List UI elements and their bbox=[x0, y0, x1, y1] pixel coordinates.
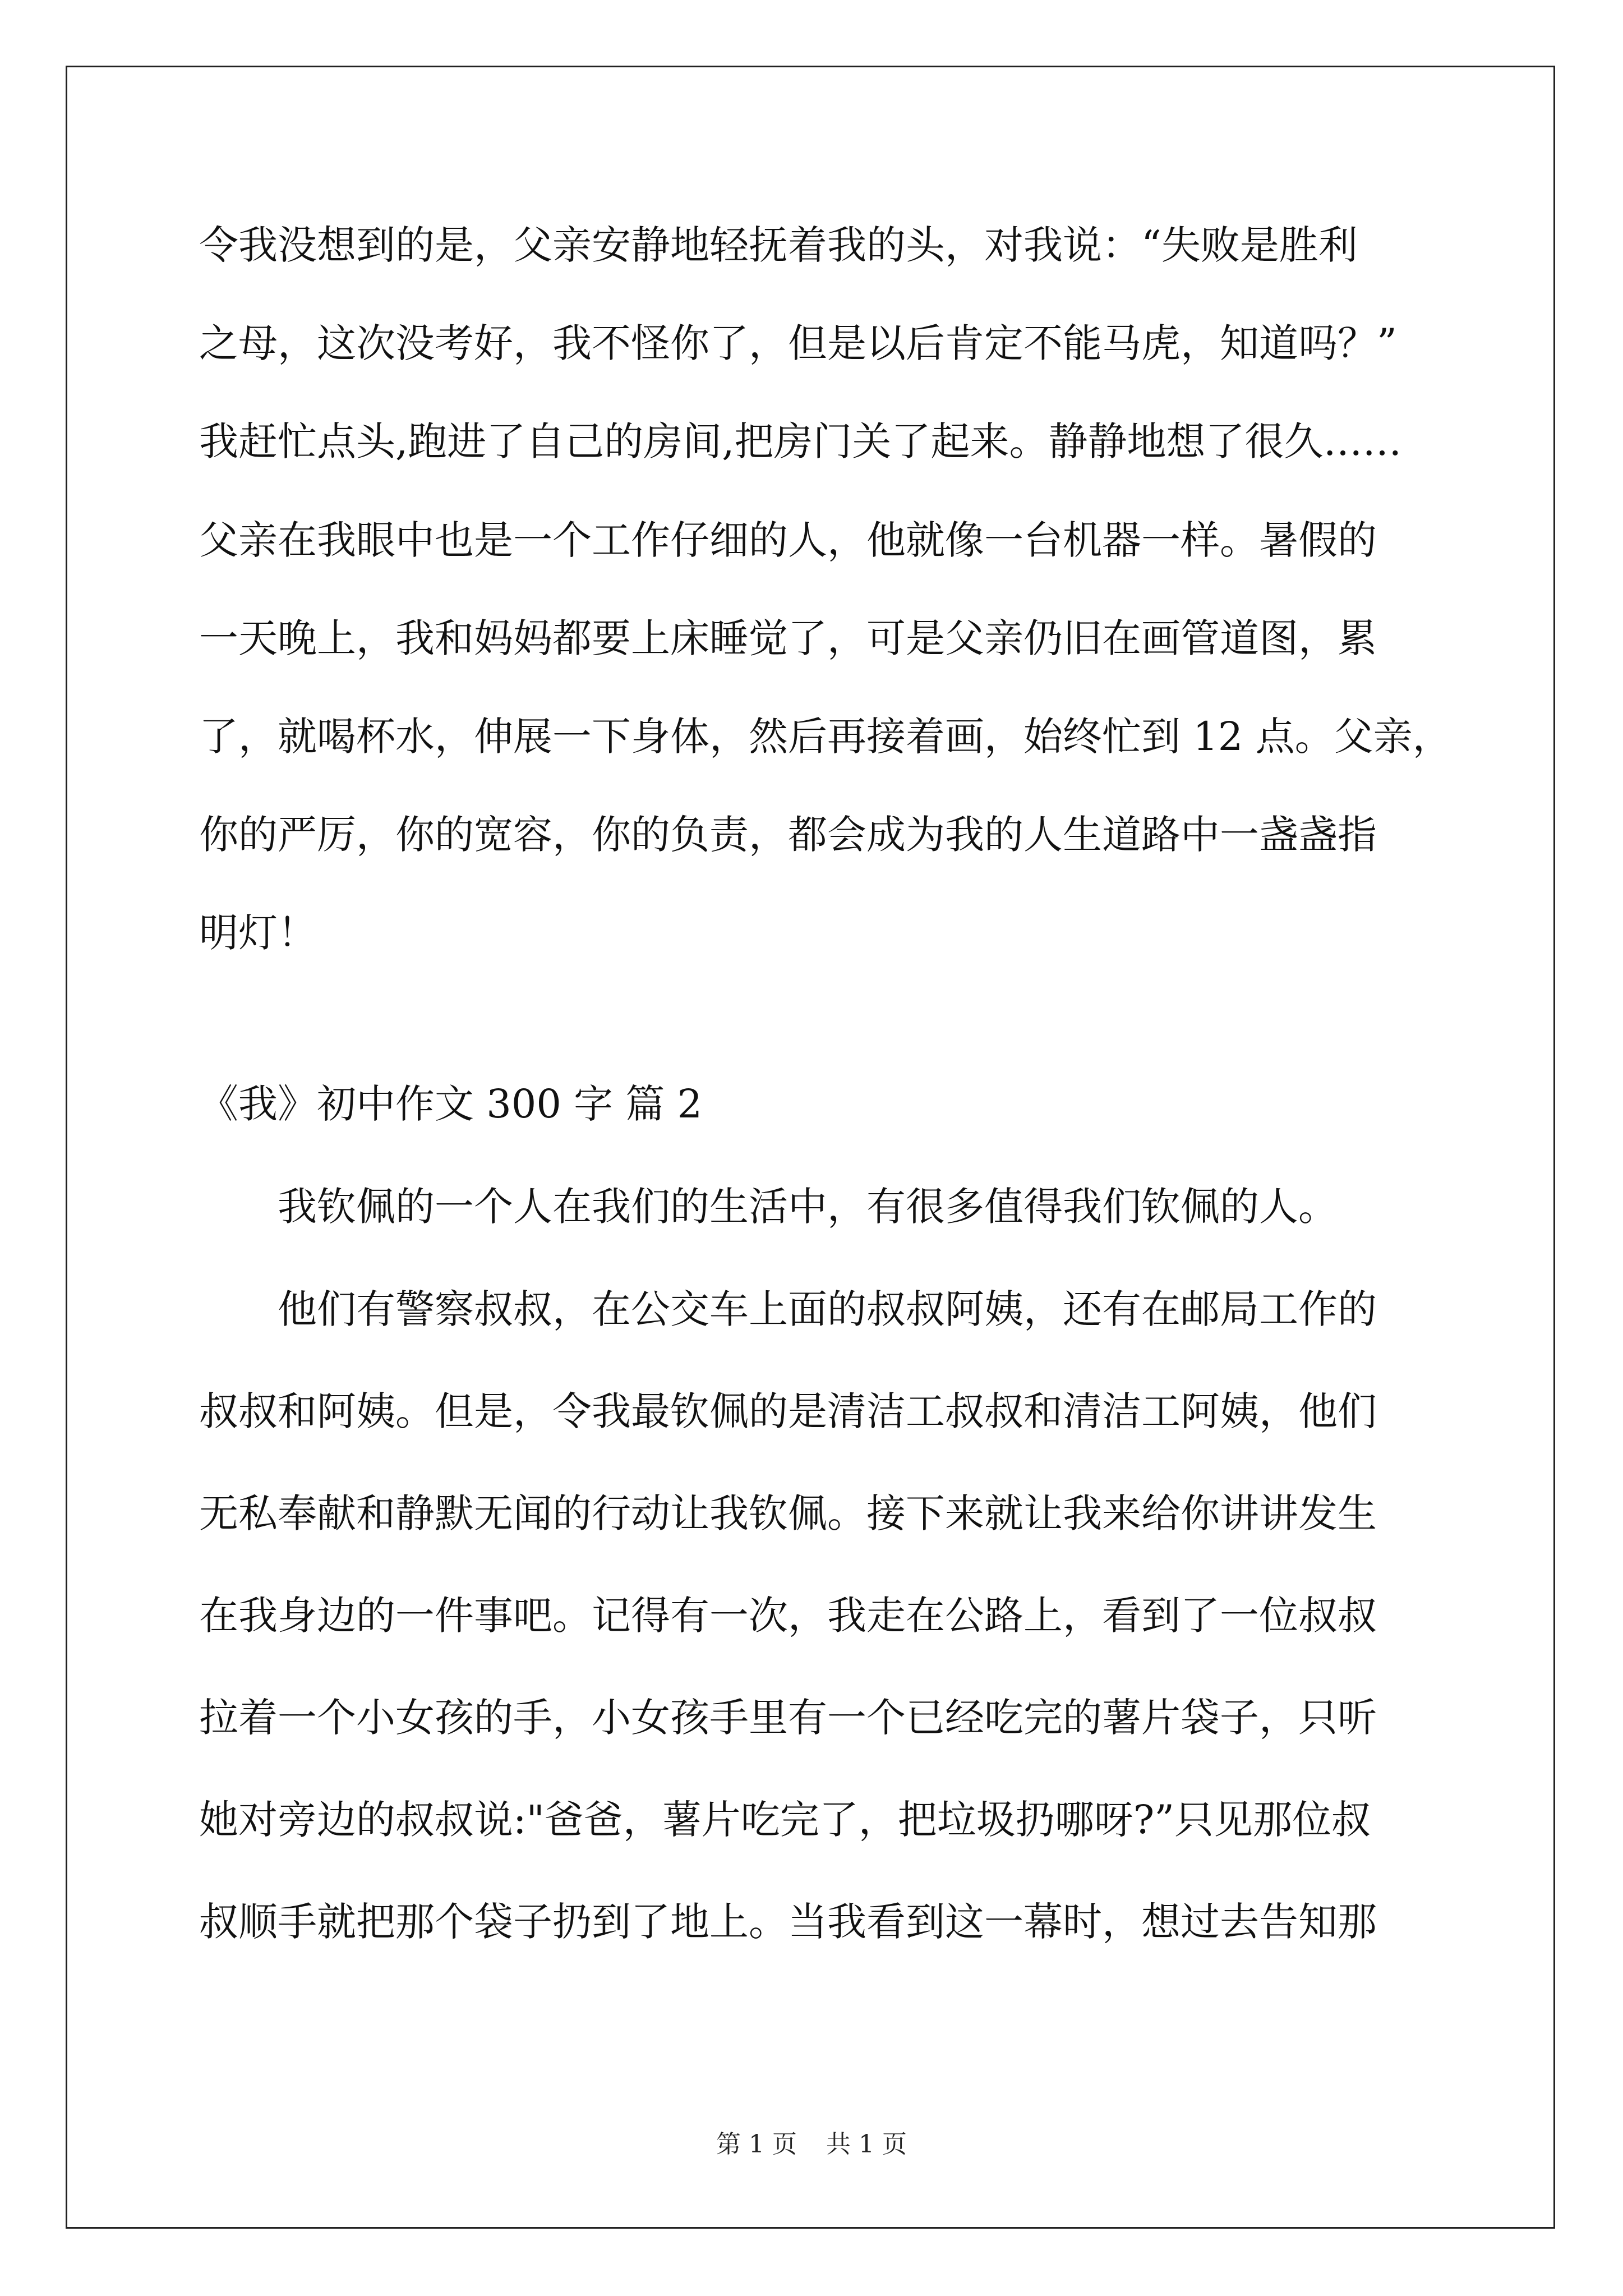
text-line: 拉着一个小女孩的手，小女孩手里有一个已经吃完的薯片袋子，只听 bbox=[199, 1695, 1377, 1741]
text-line: 明灯！ bbox=[199, 910, 317, 956]
text-line: 我赶忙点头,跑进了自己的房间,把房门关了起来。静静地想了很久…… bbox=[199, 418, 1402, 464]
text-line: 令我没想到的是，父亲安静地轻抚着我的头，对我说：“失败是胜利 bbox=[199, 222, 1358, 268]
text-line: 我钦佩的一个人在我们的生活中，有很多值得我们钦佩的人。 bbox=[278, 1184, 1338, 1230]
text-line: 她对旁边的叔叔说:"爸爸，薯片吃完了，把垃圾扔哪呀?”只见那位叔 bbox=[199, 1797, 1371, 1843]
section-title: 《我》初中作文 300 字 篇 2 bbox=[199, 1081, 703, 1127]
page-number: 第 1 页 bbox=[716, 2130, 797, 2159]
text-line: 你的严厉，你的宽容，你的负责，都会成为我的人生道路中一盏盏指 bbox=[199, 812, 1377, 858]
text-line: 他们有警察叔叔，在公交车上面的叔叔阿姨，还有在邮局工作的 bbox=[278, 1286, 1377, 1332]
text-line: 叔顺手就把那个袋子扔到了地上。当我看到这一幕时，想过去告知那 bbox=[199, 1899, 1377, 1945]
text-line: 了，就喝杯水，伸展一下身体，然后再接着画，始终忙到 12 点。父亲， bbox=[199, 714, 1452, 760]
text-line: 叔叔和阿姨。但是，令我最钦佩的是清洁工叔叔和清洁工阿姨，他们 bbox=[199, 1388, 1377, 1434]
text-line: 父亲在我眼中也是一个工作仔细的人，他就像一台机器一样。暑假的 bbox=[199, 517, 1377, 563]
page-total: 共 1 页 bbox=[826, 2130, 907, 2159]
text-line: 之母，这次没考好，我不怪你了，但是以后肯定不能马虎，知道吗？” bbox=[199, 320, 1397, 366]
text-line: 一天晚上，我和妈妈都要上床睡觉了，可是父亲仍旧在画管道图，累 bbox=[199, 615, 1377, 661]
text-line: 在我身边的一件事吧。记得有一次，我走在公路上，看到了一位叔叔 bbox=[199, 1593, 1377, 1639]
page-footer bbox=[0, 2129, 1623, 2160]
text-line: 无私奉献和静默无闻的行动让我钦佩。接下来就让我来给你讲讲发生 bbox=[199, 1490, 1377, 1536]
